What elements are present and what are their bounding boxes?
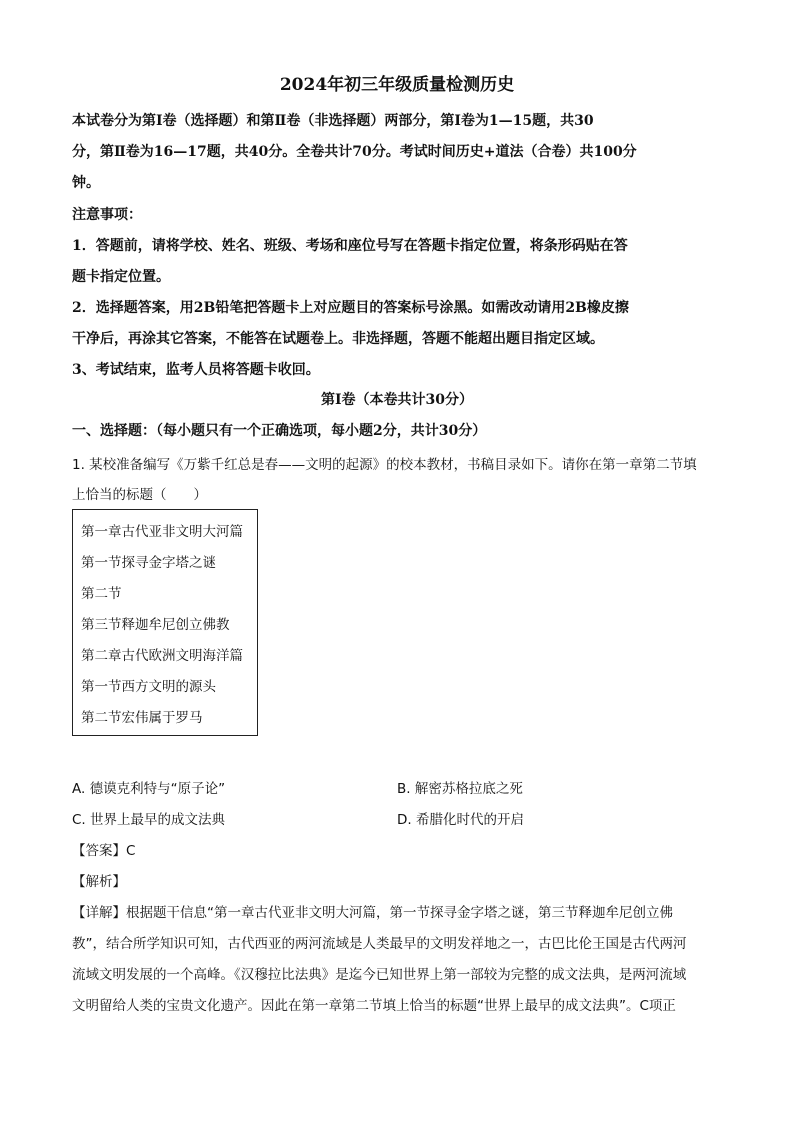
toc-item: 第三节释迦牟尼创立佛教 — [81, 617, 230, 633]
notice-line-1: 1．答题前，请将学校、姓名、班级、考场和座位号写在答题卡指定位置，将条形码贴在答 — [72, 238, 628, 254]
detail-line-2: 教”，结合所学知识可知，古代西亚的两河流域是人类最早的文明发祥地之一，古巴比伦王国是古代两河 — [72, 936, 687, 952]
detail-line-1: 【详解】根据题干信息“第一章古代亚非文明大河篇，第一节探寻金字塔之谜，第三节释迦牟尼创立佛 — [72, 905, 673, 921]
notice-heading: 注意事项： — [72, 207, 142, 223]
detail-line-3: 流域文明发展的一个高峰。《汉穆拉比法典》是迄今已知世界上第一部较为完整的成文法典，是两河流域 — [72, 967, 687, 983]
toc-item: 第一节探寻金字塔之谜 — [81, 555, 216, 571]
answer-line: 【答案】C — [72, 843, 136, 859]
notice-line-3: 2．选择题答案，用2B铅笔把答题卡上对应题目的答案标号涂黑。如需改动请用2B橡皮擦 — [72, 300, 629, 316]
toc-item: 第一节西方文明的源头 — [81, 679, 216, 695]
intro-line-2: 分，第Ⅱ卷为16—17题，共40分。全卷共计70分。考试时间历史+道法（合卷）共100分 — [72, 144, 637, 160]
intro-line-1: 本试卷分为第Ⅰ卷（选择题）和第Ⅱ卷（非选择题）两部分，第Ⅰ卷为1—15题，共30 — [72, 113, 594, 129]
notice-line-5: 3、考试结束，监考人员将答题卡收回。 — [72, 362, 320, 378]
detail-line-4: 文明留给人类的宝贵文化遗产。因此在第一章第二节填上恰当的标题“世界上最早的成文法典”。C项正 — [72, 998, 676, 1014]
notice-line-4: 干净后，再涂其它答案，不能答在试题卷上。非选择题，答题不能超出题目指定区域。 — [72, 331, 604, 347]
toc-item: 第一章古代亚非文明大河篇 — [81, 524, 243, 540]
option-b: B. 解密苏格拉底之死 — [397, 781, 523, 797]
table-of-contents-box — [72, 509, 258, 736]
part-heading: 一、选择题：（每小题只有一个正确选项，每小题2分，共计30分） — [72, 423, 487, 439]
toc-item: 第二节宏伟属于罗马 — [81, 710, 203, 726]
toc-item: 第二节 — [81, 586, 122, 602]
analysis-label: 【解析】 — [72, 874, 126, 890]
option-c: C. 世界上最早的成文法典 — [72, 812, 226, 828]
question-stem-line-2: 上恰当的标题（ ） — [72, 487, 207, 503]
notice-line-2: 题卡指定位置。 — [72, 269, 170, 285]
option-a: A. 德谟克利特与“原子论” — [72, 781, 226, 797]
intro-line-3: 钟。 — [72, 175, 100, 191]
question-stem-line-1: 1. 某校准备编写《万紫千红总是春——文明的起源》的校本教材，书稿目录如下。请你在第一章第二节填 — [72, 457, 697, 473]
exam-title: 2024年初三年级质量检测历史 — [279, 75, 515, 95]
option-d: D. 希腊化时代的开启 — [397, 812, 524, 828]
toc-item: 第二章古代欧洲文明海洋篇 — [81, 648, 243, 664]
section-heading: 第Ⅰ卷（本卷共计30分） — [320, 392, 474, 408]
